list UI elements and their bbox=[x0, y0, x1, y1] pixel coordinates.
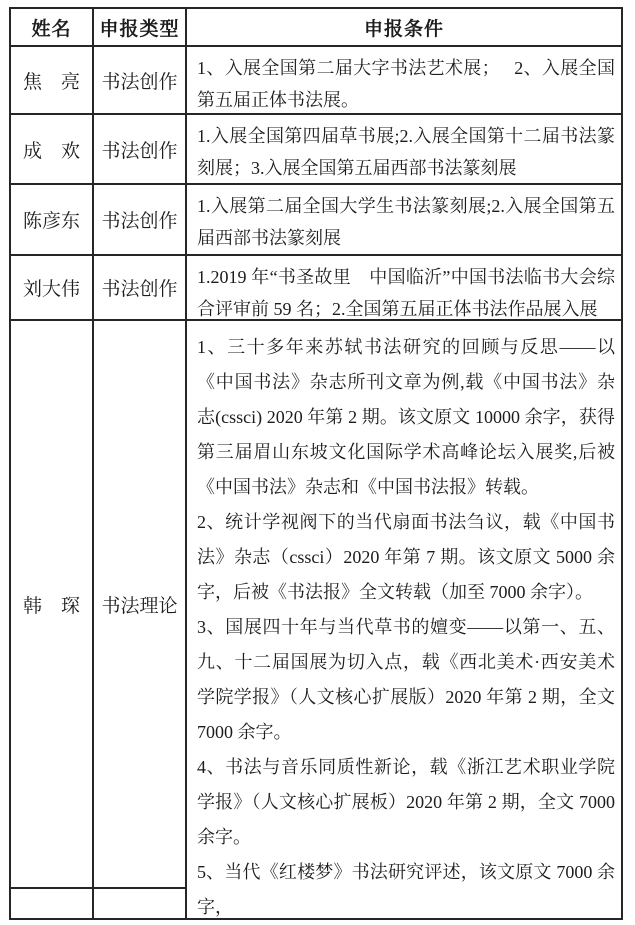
row5-condition-item-1: 1、三十多年来苏轼书法研究的回顾与反思——以《中国书法》杂志所刊文章为例,载《中国书法》杂志(cssci) 2020 年第 2 期。该文原文 10000 余字，获得第三届眉山东坡文化国际学术高峰论坛入展奖,后被《中国书法》杂志和《中国书法报》转载。 bbox=[197, 337, 615, 497]
row4-name: 刘大伟 bbox=[22, 279, 80, 300]
row1-condition-text: 1、入展全国第二届大字书法艺术展； 2、入展全国第五届正体书法展。 bbox=[197, 58, 615, 110]
row3-conditions bbox=[187, 185, 621, 254]
row2-conditions bbox=[187, 115, 621, 183]
row2-condition-text: 1.入展全国第四届草书展;2.入展全国第十二届书法篆刻展；3.入展全国第五届西部书法篆刻展 bbox=[197, 126, 615, 178]
row-bottom-partial-border bbox=[11, 887, 187, 889]
row3-name: 陈彦东 bbox=[22, 211, 80, 232]
row5-name: 韩 琛 bbox=[22, 595, 80, 617]
row1-conditions bbox=[187, 47, 621, 113]
row1-type: 书法创作 bbox=[101, 71, 178, 93]
row5-condition-item-3: 3、国展四十年与当代草书的嬗变——以第一、五、九、十二届国展为切入点，载《西北美术·西安美术学院学报》（人文核心扩展版）2020 年第 2 期，全文 7000 余字。 bbox=[197, 617, 615, 742]
row4-condition-text: 1.2019 年“书圣故里 中国临沂”中国书法临书大会综合评审前 59 名；2.全国第五届正体书法作品展入展 bbox=[197, 267, 615, 319]
row5-condition-item-4: 4、书法与音乐同质性新论，载《浙江艺术职业学院学报》（人文核心扩展板）2020 年第 2 期，全文 7000 余字。 bbox=[197, 757, 615, 847]
row3-condition-text: 1.入展第二届全国大学生书法篆刻展;2.入展全国第五届西部书法篆刻展 bbox=[197, 196, 615, 248]
application-table bbox=[9, 7, 623, 920]
row5-type: 书法理论 bbox=[101, 595, 178, 617]
row4-conditions bbox=[187, 256, 621, 319]
row1-name: 焦 亮 bbox=[22, 71, 80, 93]
row5-condition-item-5: 5、当代《红楼梦》书法研究评述，该文原文 7000 余字， bbox=[197, 862, 615, 917]
row2-type: 书法创作 bbox=[101, 140, 178, 162]
header-name: 姓名 bbox=[31, 18, 72, 40]
header-type: 申报类型 bbox=[99, 18, 180, 40]
row5-conditions bbox=[187, 321, 621, 925]
row3-type: 书法创作 bbox=[101, 211, 178, 232]
row5-condition-item-2: 2、统计学视阀下的当代扇面书法刍议，载《中国书法》杂志（cssci）2020 年第 7 期。该文原文 5000 余字，后被《书法报》全文转载（加至 7000 余字）。 bbox=[197, 512, 615, 602]
header-conditions: 申报条件 bbox=[363, 18, 444, 40]
row4-type: 书法创作 bbox=[101, 279, 178, 300]
row2-name: 成 欢 bbox=[22, 140, 80, 162]
